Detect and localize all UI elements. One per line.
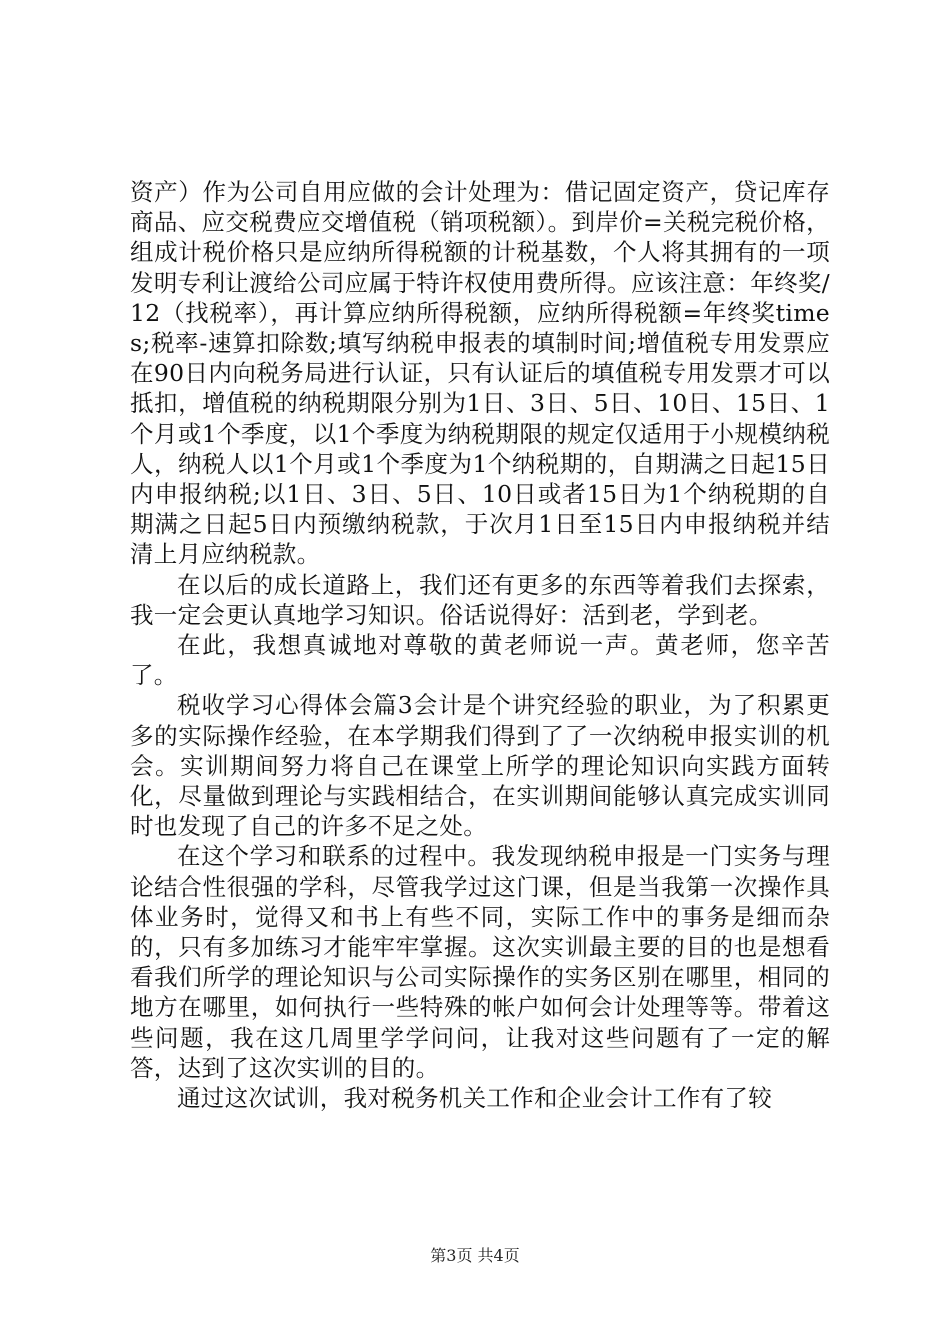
paragraph-5: 在这个学习和联系的过程中。我发现纳税申报是一门实务与理论结合性很强的学科，尽管我学过这门课，但是当我第一次操作具体业务时，觉得又和书上有些不同，实际工作中的事务是细而杂的，只有多加练习才能牢牢掌握。这次实训最主要的目的也是想看看我们所学的理论知识与公司实际操作的实务区别在哪里，相同的地方在哪里，如何执行一些特殊的帐户如何会计处理等等。带着这些问题，我在这几周里学学问问，让我对这些问题有了一定的解答，达到了这次实训的目的。 [130,842,830,1082]
paragraph-6: 通过这次试训，我对税务机关工作和企业会计工作有了较 [177,1084,772,1113]
page-body [130,177,830,1113]
page-footer: 第3页 共4页 [430,1246,520,1265]
paragraph-continued: 资产）作为公司自用应做的会计处理为：借记固定资产，贷记库存商品、应交税费应交增值税（销项税额）。到岸价=关税完税价格，组成计税价格只是应纳所得税额的计税基数，个人将其拥有的一项发明专利让渡给公司应属于特许权使用费所得。应该注意：年终奖/12（找税率），再计算应纳所得税额，应纳所得税额=年终奖times;税率-速算扣除数;填写纳税申报表的填制时间;增值税专用发票应在90日内向税务局进行认证，只有认证后的填值税专用发票才可以抵扣，增值税的纳税期限分别为1日、3日、5日、10日、15日、1个月或1个季度，以1个季度为纳税期限的规定仅适用于小规模纳税人，纳税人以1个月或1个季度为1个纳税期的，自期满之日起15日内申报纳税;以1日、3日、5日、10日或者15日为1个纳税期的自期满之日起5日内预缴纳税款，于次月1日至15日内申报纳税并结清上月应纳税款。 [130,178,830,569]
paragraph-2: 在以后的成长道路上，我们还有更多的东西等着我们去探索，我一定会更认真地学习知识。俗话说得好：活到老，学到老。 [130,570,830,629]
paragraph-3: 在此，我想真诚地对尊敬的黄老师说一声。黄老师，您辛苦了。 [130,631,830,690]
paragraph-4: 税收学习心得体会篇3会计是个讲究经验的职业，为了积累更多的实际操作经验，在本学期我们得到了了一次纳税申报实训的机会。实训期间努力将自己在课堂上所学的理论知识向实践方面转化，尽量做到理论与实践相结合，在实训期间能够认真完成实训同时也发现了自己的许多不足之处。 [130,691,830,841]
